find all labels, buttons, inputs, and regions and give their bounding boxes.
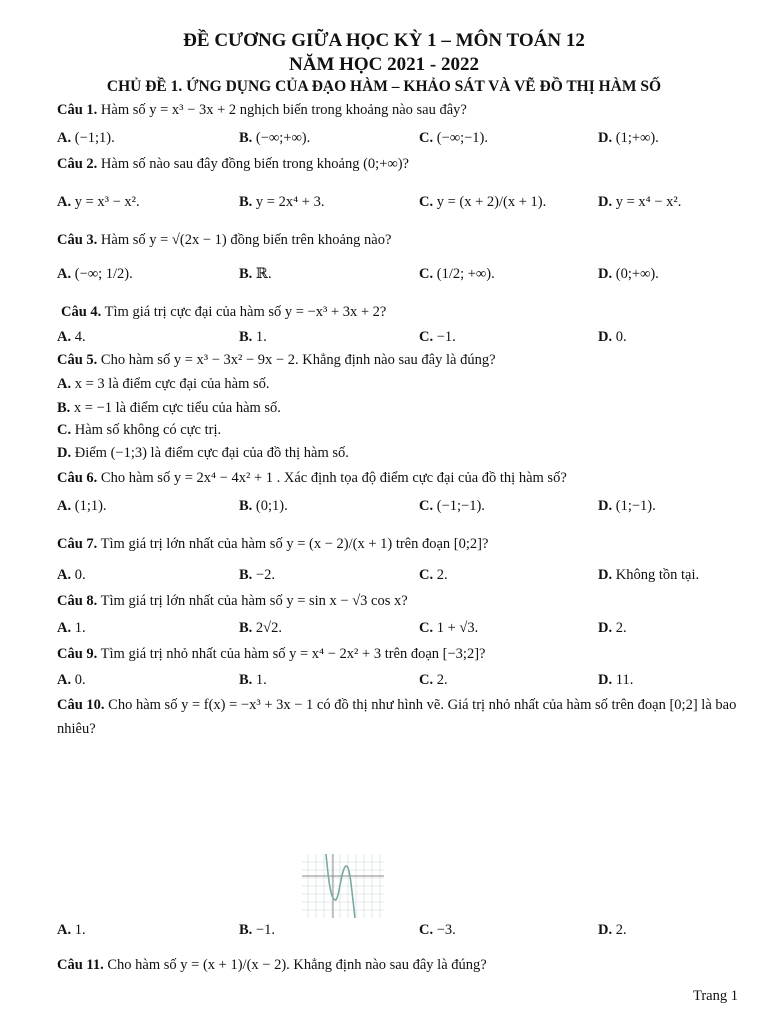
- question-text: Hàm số y = √(2x − 1) đồng biến trên khoảng nào?: [100, 232, 392, 248]
- option-d: D. y = x⁴ − x².: [598, 194, 682, 210]
- question-6-options: [57, 494, 747, 518]
- question-9: [57, 642, 747, 666]
- question-6: [57, 466, 747, 490]
- school-year: NĂM HỌC 2021 - 2022: [289, 54, 479, 75]
- question-2: [57, 152, 747, 176]
- question-4-options: [57, 325, 747, 349]
- option-d: D. 2.: [598, 620, 627, 636]
- option-d: D. 0.: [598, 329, 627, 345]
- question-text: Tìm giá trị nhỏ nhất của hàm số y = x⁴ − 2x² + 3 trên đoạn [−3;2]?: [100, 646, 486, 662]
- option-d: D. 2.: [598, 922, 627, 938]
- question-label: Câu 9.: [57, 646, 98, 662]
- option-d: D. 11.: [598, 672, 634, 688]
- document-title: ĐỀ CƯƠNG GIỮA HỌC KỲ 1 – MÔN TOÁN 12: [183, 30, 585, 51]
- question-label: Câu 3.: [57, 232, 98, 248]
- question-text: Tìm giá trị cực đại của hàm số y = −x³ + 3x + 2?: [104, 304, 387, 320]
- question-8: [57, 589, 747, 613]
- question-label: Câu 7.: [57, 536, 98, 552]
- question-text: Hàm số y = x³ − 3x + 2 nghịch biến trong khoảng nào sau đây?: [100, 102, 467, 118]
- question-4: [61, 300, 751, 324]
- option-d: D. (0;+∞).: [598, 266, 659, 282]
- option-c: C. (−1;−1).: [419, 498, 485, 514]
- option-d: D. (1;+∞).: [598, 130, 659, 146]
- question-text: Tìm giá trị lớn nhất của hàm số y = sin x − √3 cos x?: [100, 593, 408, 609]
- question-label: Câu 2.: [57, 156, 98, 172]
- question-text: Cho hàm số y = x³ − 3x² − 9x − 2. Khẳng định nào sau đây là đúng?: [100, 352, 496, 368]
- question-text: Cho hàm số y = 2x⁴ − 4x² + 1 . Xác định tọa độ điểm cực đại của đồ thị hàm số?: [100, 470, 567, 486]
- option-c: C. y = (x + 2)/(x + 1).: [419, 194, 547, 210]
- question-label: Câu 11.: [57, 957, 104, 973]
- option-b: B. (−∞;+∞).: [239, 130, 311, 146]
- option-b: B. −2.: [239, 567, 275, 583]
- option-c: C. 1 + √3.: [419, 620, 479, 636]
- option-b: B. ℝ.: [239, 266, 272, 282]
- option-a: A. (−∞; 1/2).: [57, 266, 133, 282]
- option-b: B. y = 2x⁴ + 3.: [239, 194, 325, 210]
- question-label: Câu 6.: [57, 470, 98, 486]
- question-text: Tìm giá trị lớn nhất của hàm số y = (x − 2)/(x + 1) trên đoạn [0;2]?: [100, 536, 489, 552]
- option-a: A. y = x³ − x².: [57, 194, 140, 210]
- option-c: C. 2.: [419, 672, 448, 688]
- option-c: C. Hàm số không có cực trị.: [57, 422, 222, 438]
- question-5: [57, 348, 747, 372]
- option-a: A. (1;1).: [57, 498, 107, 514]
- question-label: Câu 4.: [61, 304, 102, 320]
- option-a: A. x = 3 là điểm cực đại của hàm số.: [57, 376, 270, 392]
- option-d: D. Điểm (−1;3) là điểm cực đại của đồ thị hàm số.: [57, 445, 349, 461]
- option-c: C. −3.: [419, 922, 456, 938]
- question-7-options: [57, 563, 747, 587]
- page-number: Trang 1: [693, 988, 738, 1004]
- option-d: D. Không tồn tại.: [598, 567, 700, 583]
- option-a: A. 0.: [57, 567, 86, 583]
- question-3-options: [57, 262, 747, 286]
- question-11: [57, 953, 747, 977]
- question-7: [57, 532, 747, 556]
- option-b: B. 1.: [239, 672, 267, 688]
- question-8-options: [57, 616, 747, 640]
- option-b: B. 2√2.: [239, 620, 283, 636]
- question-label: Câu 1.: [57, 102, 98, 118]
- question-text: Cho hàm số y = f(x) = −x³ + 3x − 1 có đồ thị như hình vẽ. Giá trị nhỏ nhất của hàm số trên đoạn [0;2] là bao nhiêu?: [57, 697, 737, 737]
- question-10: [57, 693, 747, 741]
- question-10-options: [57, 918, 747, 942]
- question-9-options: [57, 668, 747, 692]
- option-a: A. 0.: [57, 672, 86, 688]
- option-b: B. −1.: [239, 922, 275, 938]
- question-label: Câu 10.: [57, 697, 105, 713]
- question-1-options: [57, 126, 747, 150]
- question-label: Câu 8.: [57, 593, 98, 609]
- option-c: C. 2.: [419, 567, 448, 583]
- option-b: B. (0;1).: [239, 498, 288, 514]
- option-b: B. x = −1 là điểm cực tiểu của hàm số.: [57, 400, 281, 416]
- question-3: [57, 228, 747, 252]
- function-graph-figure: [302, 854, 384, 918]
- option-a: A. 1.: [57, 620, 86, 636]
- question-1: [57, 98, 747, 122]
- option-b: B. 1.: [239, 329, 267, 345]
- question-label: Câu 5.: [57, 352, 98, 368]
- option-d: D. (1;−1).: [598, 498, 656, 514]
- option-c: C. (1/2; +∞).: [419, 266, 495, 282]
- option-a: A. (−1;1).: [57, 130, 115, 146]
- question-2-options: [57, 190, 747, 214]
- question-text: Hàm số nào sau đây đồng biến trong khoảng (0;+∞)?: [100, 156, 409, 172]
- topic-heading: CHỦ ĐỀ 1. ỨNG DỤNG CỦA ĐẠO HÀM – KHẢO SÁT VÀ VẼ ĐỒ THỊ HÀM SỐ: [106, 78, 662, 95]
- option-a: A. 4.: [57, 329, 86, 345]
- option-a: A. 1.: [57, 922, 86, 938]
- cubic-curve: [326, 854, 355, 918]
- option-c: C. −1.: [419, 329, 456, 345]
- option-c: C. (−∞;−1).: [419, 130, 488, 146]
- question-text: Cho hàm số y = (x + 1)/(x − 2). Khẳng định nào sau đây là đúng?: [107, 957, 487, 973]
